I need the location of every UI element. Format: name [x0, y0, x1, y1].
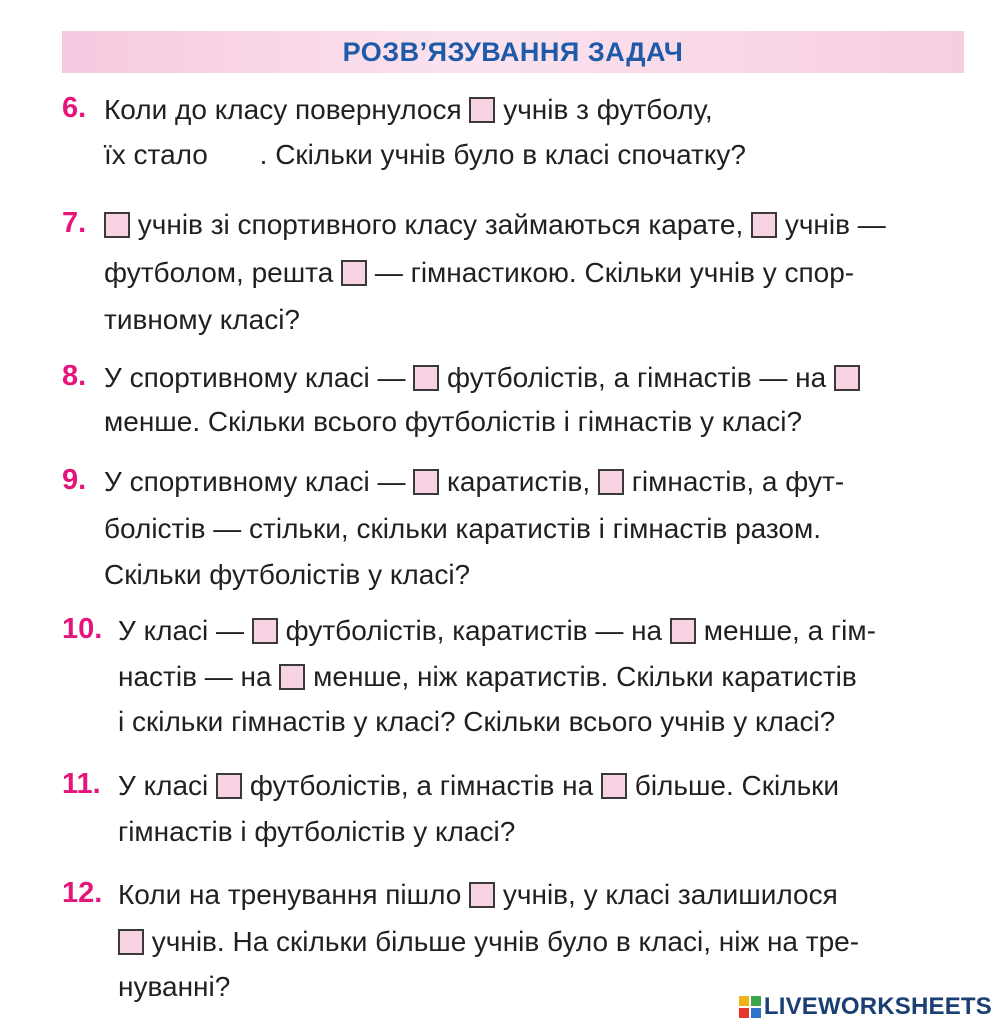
- problem-number: 6.: [62, 92, 87, 124]
- problem-text: футболістів, каратистів — на: [285, 615, 663, 646]
- problem-text: гімнастів, а фут-: [631, 466, 845, 497]
- problem-text: — гімнастикою. Скільки учнів у спор-: [374, 257, 855, 288]
- problem-text: футболістів, а гімнастів — на: [447, 362, 827, 393]
- problem-text: футболом, решта: [104, 257, 334, 288]
- answer-box[interactable]: [670, 618, 696, 644]
- problem-text: учнів зі спортивного класу займаються карате,: [137, 209, 744, 240]
- problem-text: гімнастів і футболістів у класі?: [118, 816, 516, 847]
- problem-line: [104, 93, 713, 127]
- answer-box[interactable]: [834, 365, 860, 391]
- problem-text: менше, ніж каратистів. Скільки каратистів: [313, 661, 857, 692]
- answer-box[interactable]: [341, 260, 367, 286]
- problem-text: більше. Скільки: [634, 770, 840, 801]
- problem-text: менше, а гім-: [703, 615, 876, 646]
- answer-box[interactable]: [104, 212, 130, 238]
- problem-line: [104, 208, 886, 242]
- problem-number: 10.: [62, 613, 103, 645]
- problem-text: тивному класі?: [104, 304, 300, 335]
- problem-line: [104, 303, 300, 337]
- answer-box[interactable]: [413, 365, 439, 391]
- problem-text: нуванні?: [118, 971, 231, 1002]
- problem-line: [104, 256, 854, 290]
- problem-text: настів — на: [118, 661, 272, 692]
- answer-box[interactable]: [469, 882, 495, 908]
- problem-text: учнів —: [784, 209, 886, 240]
- answer-box[interactable]: [598, 469, 624, 495]
- problem-line: [104, 138, 746, 172]
- problem-text: їх стало: [104, 139, 208, 170]
- section-header: [62, 31, 964, 73]
- problem-text: Коли до класу повернулося: [104, 94, 462, 125]
- problem-line: [118, 925, 859, 959]
- problem-text: учнів, у класі залишилося: [502, 879, 838, 910]
- problem-text: У класі: [118, 770, 209, 801]
- problem-line: [118, 705, 835, 739]
- problem-line: [104, 558, 470, 592]
- problem-text: учнів з футболу,: [503, 94, 713, 125]
- problem-text: . Скільки учнів було в класі спочатку?: [259, 139, 746, 170]
- problem-text: футболістів, а гімнастів на: [249, 770, 594, 801]
- problem-text: і скільки гімнастів у класі? Скільки всього учнів у класі?: [118, 706, 836, 737]
- problem-text: Коли на тренування пішло: [118, 879, 462, 910]
- problem-line: [118, 614, 876, 648]
- answer-box[interactable]: [601, 773, 627, 799]
- problem-number: 9.: [62, 464, 87, 496]
- logo-icon: [739, 996, 761, 1018]
- answer-box[interactable]: [118, 929, 144, 955]
- problem-line: [118, 815, 515, 849]
- problem-number: 11.: [62, 768, 101, 800]
- problem-text: болістів — стільки, скільки каратистів і гімнастів разом.: [104, 513, 822, 544]
- problem-number: 7.: [62, 207, 87, 239]
- problem-line: [104, 465, 844, 499]
- problem-text: У спортивному класі —: [104, 362, 406, 393]
- problem-text: учнів. На скільки більше учнів було в класі, ніж на тре-: [151, 926, 860, 957]
- problem-number: 12.: [62, 877, 103, 909]
- answer-box[interactable]: [279, 664, 305, 690]
- section-title: РОЗВ’ЯЗУВАННЯ ЗАДАЧ: [342, 37, 684, 67]
- problem-line: [118, 769, 839, 803]
- answer-box[interactable]: [751, 212, 777, 238]
- problem-line: [104, 361, 860, 395]
- problem-text: менше. Скільки всього футболістів і гімнастів у класі?: [104, 406, 803, 437]
- problem-text: У спортивному класі —: [104, 466, 406, 497]
- answer-box[interactable]: [413, 469, 439, 495]
- problem-text: У класі —: [118, 615, 245, 646]
- problem-line: [104, 512, 821, 546]
- logo-text: LIVEWORKSHEETS: [763, 993, 992, 1020]
- problem-text: Скільки футболістів у класі?: [104, 559, 471, 590]
- problem-text: каратистів,: [447, 466, 591, 497]
- problem-number: 8.: [62, 360, 87, 392]
- problem-line: [118, 660, 857, 694]
- problem-line: [118, 878, 838, 912]
- problem-line: [118, 970, 230, 1004]
- answer-box[interactable]: [216, 773, 242, 799]
- problem-line: [104, 405, 802, 439]
- liveworksheets-logo: [739, 992, 992, 1022]
- answer-box[interactable]: [252, 618, 278, 644]
- answer-box[interactable]: [469, 97, 495, 123]
